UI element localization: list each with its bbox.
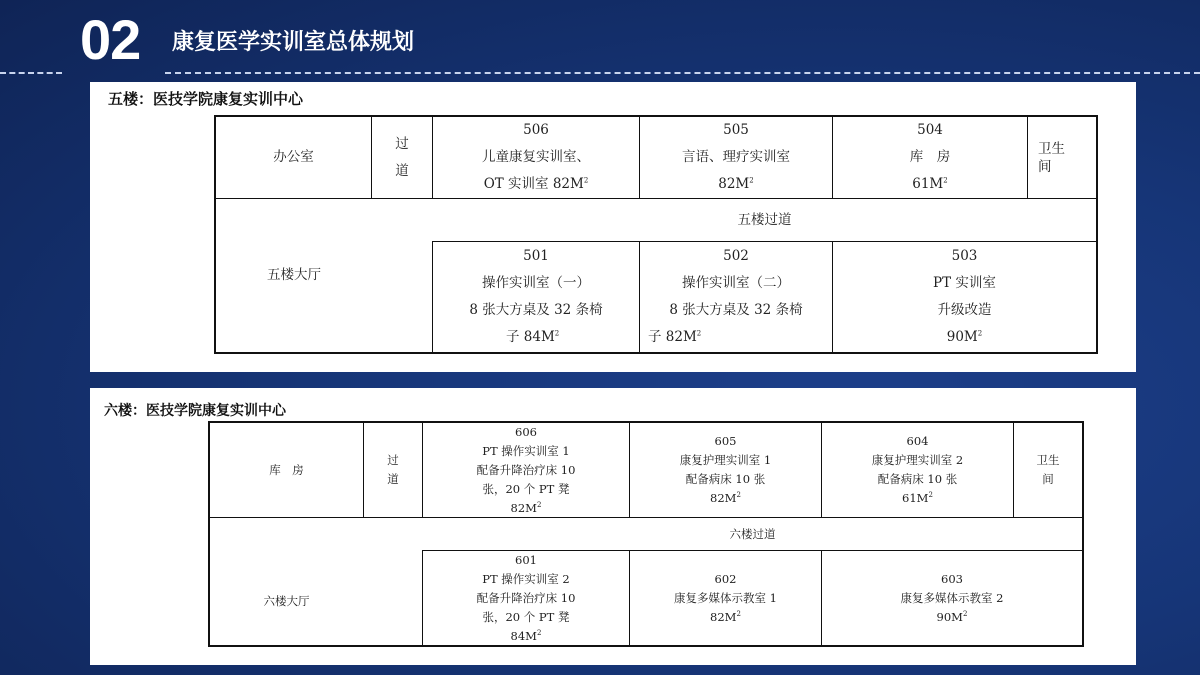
floor6-hall: 六楼大厅 [263,594,310,608]
floor5-heading: 五楼：医技学院康复实训中心 [108,90,304,108]
floor6-storage: 库 房 [269,462,304,477]
floor6-corridor: 六楼过道 [729,526,776,541]
slide-title: 康复医学实训室总体规划 [172,30,415,55]
room-604: 604 康复护理实训室 2 配备病床 10 张 $61M^2$ [871,434,964,505]
slide-number: 02 [80,8,141,71]
floor5-office: 办公室 [273,149,314,165]
floor5-plan-panel [90,82,1136,372]
room-505: 505 言语、理疗实训室 $82M^2$ [682,122,790,192]
floor5-restroom: 卫生 间 [1038,140,1065,175]
header-divider-left [0,72,62,74]
room-601: 601 PT 操作实训室 2 配备升降治疗床 10 张，20 个 PT 凳 $84M^2$ [476,552,576,643]
room-602: 602 康复多媒体示教室 1 $82M^2$ [674,571,777,624]
room-503: 503 PT 实训室 升级改造 $90M^2$ [933,248,996,345]
room-504: 504 库 房 $61M^2$ [909,122,951,192]
floor6-passage: 过 道 [387,453,399,486]
room-501: 501 操作实训室（一） 8 张大方桌及 32 条椅 子 $84M^2$ [469,248,603,345]
room-606: 606 PT 操作实训室 1 配备升降治疗床 10 张，20 个 PT 凳 $82M^2$ [476,424,576,515]
floor5-corridor: 五楼过道 [737,211,792,228]
floor5-hall: 五楼大厅 [267,267,321,283]
room-502: 502 操作实训室（二） 8 张大方桌及 32 条椅 子 $82M^2$ [648,248,803,345]
floor5-passage: 过 道 [395,135,409,179]
floor6-restroom: 卫生 间 [1036,453,1060,486]
room-603: 603 康复多媒体示教室 2 $90M^2$ [900,571,1004,624]
floor6-heading: 六楼：医技学院康复实训中心 [104,403,286,419]
room-506: 506 儿童康复实训室、 OT 实训室 $82M^2$ [482,122,590,192]
room-605: 605 康复护理实训室 1 配备病床 10 张 $82M^2$ [679,434,772,505]
header-divider-right [165,72,1200,74]
floor6-plan-panel [90,388,1136,665]
